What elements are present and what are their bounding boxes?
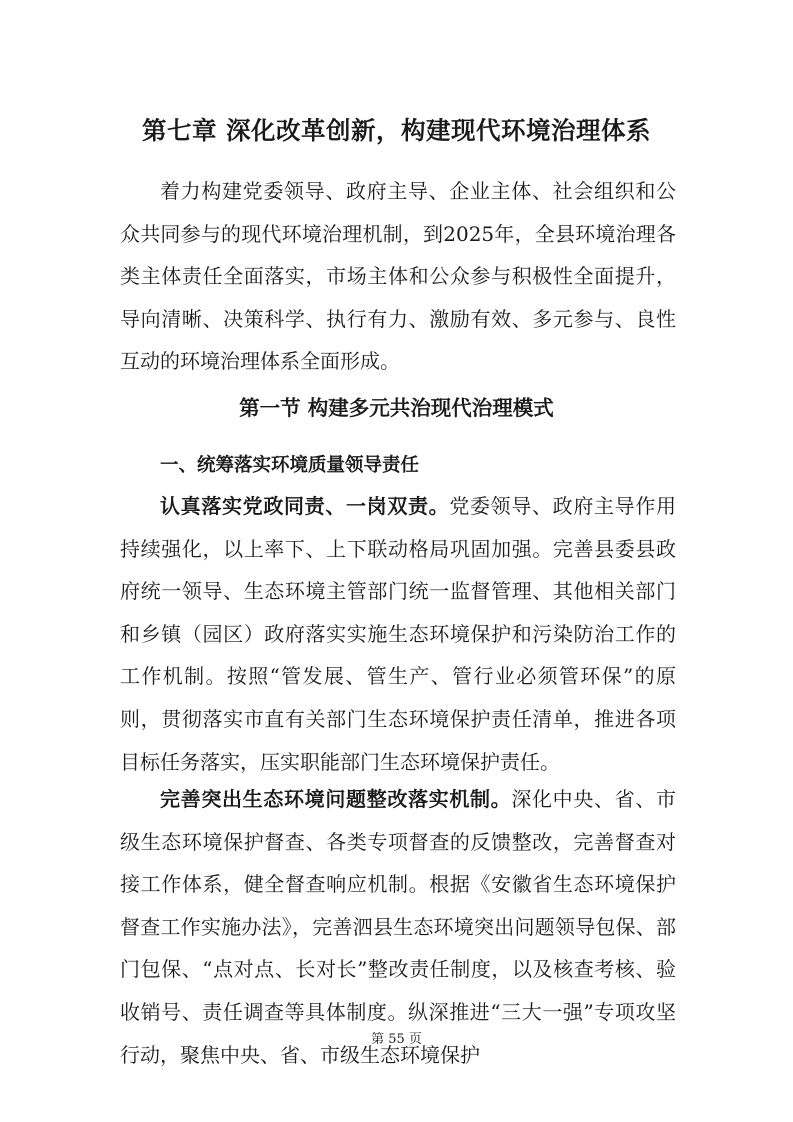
page-number: 第 55 页 bbox=[371, 1032, 422, 1047]
subsection-title: 一、统筹落实环境质量领导责任 bbox=[160, 455, 420, 476]
paragraph-text: 党委领导、政府主导作用持续强化，以上率下、上下联动格局巩固加强。完善县委县政府统一领导、生态环境主管部门统一监督管理、其他相关部门和乡镇（园区）政府落实实施生态环境保护和污染防治工作的工作机制。按照“管发展、管生产、管行业必须管环保”的原则，贯彻落实市直有关部门生态环境保护责任清单，推进各项目标任务落实，压实职能部门生态环境保护责任。 bbox=[120, 494, 677, 774]
paragraph-lead: 认真落实党政同责、一岗双责。 bbox=[160, 494, 450, 518]
body-paragraph bbox=[120, 485, 676, 783]
section-title: 第一节 构建多元共治现代治理模式 bbox=[239, 396, 554, 420]
chapter-title: 第七章 深化改革创新，构建现代环境治理体系 bbox=[141, 116, 652, 145]
intro-paragraph: 着力构建党委领导、政府主导、企业主体、社会组织和公众共同参与的现代环境治理机制，到2025年，全县环境治理各类主体责任全面落实，市场主体和公众参与积极性全面提升，导向清晰、决策科学、执行有力、激励有效、多元参与、良性互动的环境治理体系全面形成。 bbox=[120, 179, 676, 374]
paragraph-text: 深化中央、省、市级生态环境保护督查、各类专项督查的反馈整改，完善督查对接工作体系，健全督查响应机制。根据《安徽省生态环境保护督查工作实施办法》，完善泗县生态环境突出问题领导包保、部门包保、“点对点、长对长”整改责任制度，以及核查考核、验收销号、责任调查等具体制度。纵深推进“三大一强”专项攻坚行动，聚焦中央、省、市级生态环境保护 bbox=[120, 787, 677, 1067]
paragraph-lead: 完善突出生态环境问题整改落实机制。 bbox=[160, 787, 512, 811]
